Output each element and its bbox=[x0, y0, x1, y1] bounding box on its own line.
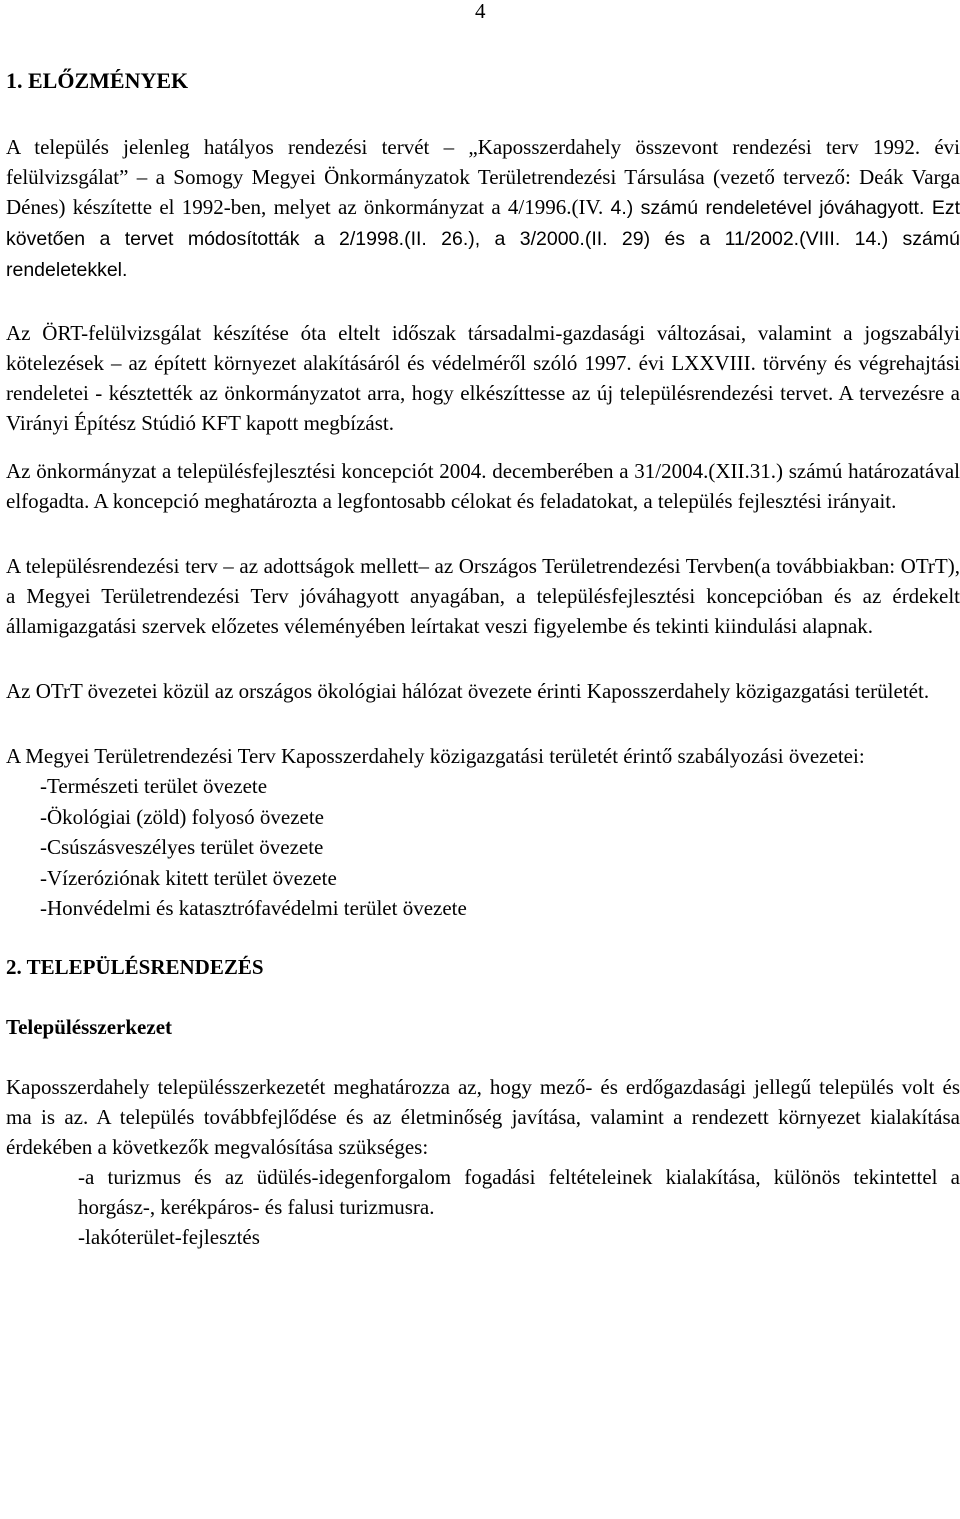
list-item: -Természeti terület övezete bbox=[40, 774, 268, 798]
paragraph-telepulesszerkezet: Kaposszerdahely településszerkezetét meghatározza az, hogy mező- és erdőgazdasági jellegű település volt és ma is az. A település továbbfejlődése és az életminőség javítása, valamint a rendezett környezet kialakítása érdekében a következők megvalósítása szükséges: bbox=[6, 1074, 960, 1159]
section-heading-telepulesrendezes: 2. TELEPÜLÉSRENDEZÉS bbox=[6, 954, 264, 979]
document-content bbox=[6, 66, 960, 1252]
paragraph-text-sans: 4.) számú rendeletével jóváhagyott. Ezt követően a tervet módosították a 2/1998.(II. 26.), a 3/2000.(II. 29) és a 11/2002.(VIII. 14.) számú rendeletekkel. bbox=[6, 197, 960, 281]
list-item: -a turizmus és az üdülés-idegenforgalom fogadási feltételeinek kialakítása, különös tekintettel a horgász-, kerékpáros- és falusi turizmusra. bbox=[78, 1164, 960, 1219]
page-number: 4 bbox=[475, 0, 486, 23]
list-item: -Honvédelmi és katasztrófavédelmi terület övezete bbox=[40, 896, 467, 920]
section-heading-elozmenyek: 1. ELŐZMÉNYEK bbox=[6, 68, 189, 93]
paragraph-ort-felulvizsgalat: Az ÖRT-felülvizsgálat készítése óta eltelt időszak társadalmi-gazdasági változásai, valamint a jogszabályi kötelezések – az épített környezet alakításáról és védelméről szóló 1997. évi LXXVIII. törvény és végrehajtási rendeletei - késztették az önkormányzatot arra, hogy elkészíttesse az új településrendezési tervet. A tervezésre a Virányi Építész Stúdió KFT kapott megbízást. bbox=[6, 321, 960, 435]
subsection-heading-telepulesszerkezet: Településszerkezet bbox=[6, 1014, 173, 1039]
development-list bbox=[6, 1162, 960, 1252]
paragraph-hatalyos-terv bbox=[6, 132, 960, 285]
paragraph-koncepcio: Az önkormányzat a településfejlesztési koncepciót 2004. decemberében a 31/2004.(XII.31.) számú határozatával elfogadta. A koncepció meghatározta a legfontosabb célokat és feladatokat, a település fejlesztési irányait. bbox=[6, 459, 960, 513]
list-item: -Csúszásveszélyes terület övezete bbox=[40, 835, 324, 859]
paragraph-text-serif: A település jelenleg hatályos rendezési tervét – „Kaposszerdahely összevont rendezési terv 1992. évi felülvizsgálat” – a Somogy Megyei Önkormányzatok Területrendezési Társulása (vezető tervező: Deák Varga Dénes) készítette el 1992-ben, melyet az önkormányzat a 4/1996.(IV. bbox=[6, 135, 960, 219]
zone-list bbox=[6, 771, 960, 924]
list-item: -lakóterület-fejlesztés bbox=[78, 1224, 260, 1249]
paragraph-megyei-terv: A Megyei Területrendezési Terv Kaposszerdahely közigazgatási területét érintő szabályozási övezetei: bbox=[6, 744, 865, 768]
list-item: -Vízeróziónak kitett terület övezete bbox=[40, 865, 337, 890]
paragraph-telepulesrendezesi-terv: A településrendezési terv – az adottságok mellett– az Országos Területrendezési Tervben(a továbbiakban: OTrT), a Megyei Területrendezési Terv jóváhagyott anyagában, a településfejlesztési koncepcióban és az érdekelt államigazgatási szervek előzetes véleményében leírtakat veszi figyelembe és tekinti kiindulási alapnak. bbox=[6, 554, 960, 638]
paragraph-otrt-ovezetei: Az OTrT övezetei közül az országos ökológiai hálózat övezete érinti Kaposszerdahely közigazgatási területét. bbox=[6, 679, 930, 703]
list-item: -Ökológiai (zöld) folyosó övezete bbox=[40, 804, 324, 829]
